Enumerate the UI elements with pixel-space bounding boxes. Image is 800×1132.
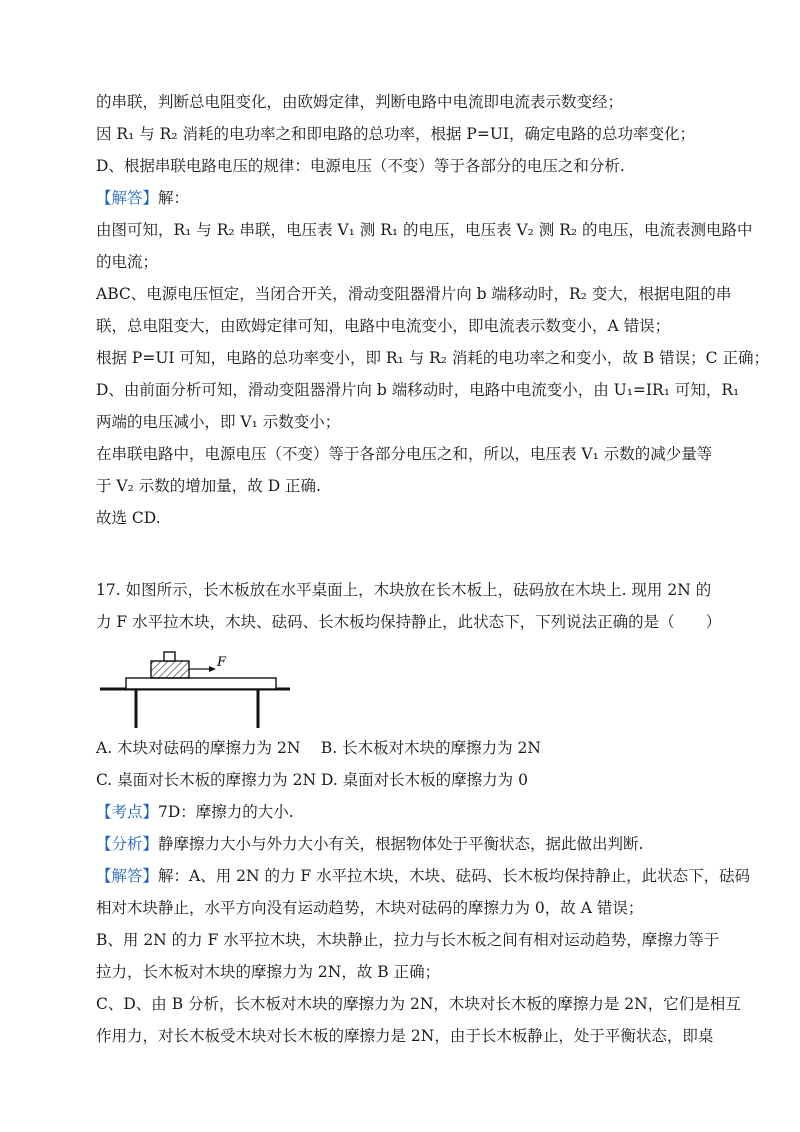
text-line: 于 V₂ 示数的增加量，故 D 正确. xyxy=(96,477,321,495)
text-line: 作用力，对长木板受木块对长木板的摩擦力是 2N，由于长木板静止，处于平衡状态，即桌 xyxy=(96,1027,714,1045)
tagged-line xyxy=(96,834,716,866)
tagged-line xyxy=(96,866,751,898)
text-line: A. 木块对砝码的摩擦力为 2N B. 长木板对木块的摩擦力为 2N xyxy=(96,739,541,757)
friction-setup-diagram xyxy=(96,648,296,732)
text-line: 因 R₁ 与 R₂ 消耗的电功率之和即电路的总功率，根据 P=UI，确定电路的总功率变化； xyxy=(96,125,696,143)
section-text: 解：A、用 2N 的力 F 水平拉木块，木块、砝码、长木板均保持静止，此状态下，砝码 xyxy=(158,867,751,885)
section-tag: 【解答】 xyxy=(96,189,159,207)
text-line: C、D、由 B 分析，长木板对木块的摩擦力为 2N，木块对长木板的摩擦力是 2N，它们是相互 xyxy=(96,995,741,1013)
figure-board-block-diagram xyxy=(96,648,716,732)
section-tag: 【解答】 xyxy=(96,867,159,885)
text-line: 的串联，判断总电阻变化，由欧姆定律，判断电路中电流即电流表示数变经； xyxy=(96,93,624,111)
section-text: 静摩擦力大小与外力大小有关，根据物体处于平衡状态，据此做出判断. xyxy=(158,835,644,853)
section-tag: 【分析】 xyxy=(96,835,159,853)
force-label: F xyxy=(217,655,227,670)
text-line: D、由前面分析可知，滑动变阻器滑片向 b 端移动时，电路中电流变小，由 U₁=IR₁ 可知，R₁ xyxy=(96,381,740,399)
text-line: 由图可知，R₁ 与 R₂ 串联，电压表 V₁ 测 R₁ 的电压，电压表 V₂ 测 R₂ 的电压，电流表测电路中 xyxy=(96,221,753,239)
weight xyxy=(164,652,175,661)
tagged-line xyxy=(96,188,716,220)
text-line: 两端的电压减小，即 V₁ 示数变小； xyxy=(96,413,341,431)
text-line: B、用 2N 的力 F 水平拉木块，木块静止，拉力与长木板之间有相对运动趋势，摩擦力等于 xyxy=(96,931,720,949)
tagged-line xyxy=(96,802,716,834)
document-page xyxy=(96,92,769,1058)
wood-block xyxy=(151,661,189,678)
section-text: 7D：摩擦力的大小. xyxy=(158,803,294,821)
text-line: 的电流； xyxy=(96,253,159,271)
section-text: 解： xyxy=(158,189,190,207)
text-line: 17. 如图所示，长木板放在水平桌面上，木块放在长木板上，砝码放在木块上. 现用 2N 的 xyxy=(96,581,712,599)
text-line: 力 F 水平拉木块，木块、砝码、长木板均保持静止，此状态下，下列说法正确的是（ ） xyxy=(96,613,722,631)
force-arrow-head xyxy=(209,666,216,672)
text-line: 在串联电路中，电源电压（不变）等于各部分电压之和，所以，电压表 V₁ 示数的减少量等 xyxy=(96,445,713,463)
long-board xyxy=(126,678,276,689)
section-tag: 【考点】 xyxy=(96,803,159,821)
section-gap xyxy=(96,540,716,580)
text-line: ABC、电源电压恒定，当闭合开关，滑动变阻器滑片向 b 端移动时，R₂ 变大，根据电阻的串 xyxy=(96,285,732,303)
text-line: C. 桌面对长木板的摩擦力为 2N D. 桌面对长木板的摩擦力为 0 xyxy=(96,771,528,789)
text-line: 联，总电阻变大，由欧姆定律可知，电路中电流变小，即电流表示数变小，A 错误； xyxy=(96,317,671,335)
text-line: 故选 CD. xyxy=(96,509,161,527)
text-line: 相对木块静止，水平方向没有运动趋势，木块对砝码的摩擦力为 0，故 A 错误； xyxy=(96,899,644,917)
text-line: 根据 P=UI 可知，电路的总功率变小，即 R₁ 与 R₂ 消耗的电功率之和变小，故 B 错误；C 正确； xyxy=(96,349,769,367)
text-line: D、根据串联电路电压的规律：电源电压（不变）等于各部分的电压之和分析. xyxy=(96,157,625,175)
text-line: 拉力，长木板对木块的摩擦力为 2N，故 B 正确； xyxy=(96,963,441,981)
